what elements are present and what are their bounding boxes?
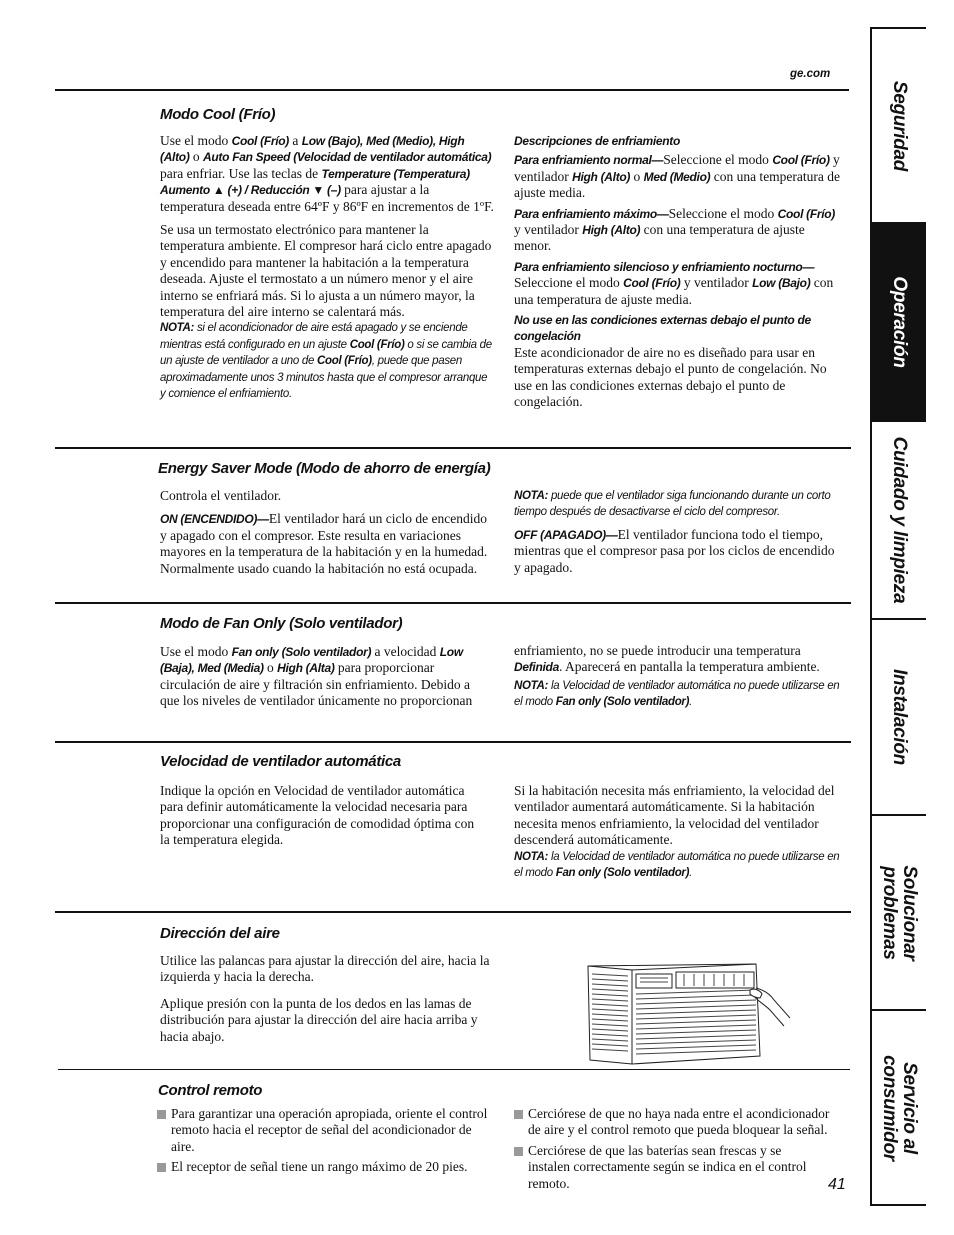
rule-air-direction bbox=[55, 911, 851, 913]
energy-on: ON (ENCENDIDO)—El ventilador hará un ciclo de encendido y apagado con el compresor. Este resulta en variaciones mayores en la temperatura de la habitación y en la humedad. Normalmente usado cuando la habitación no está ocupada. bbox=[160, 511, 488, 576]
freeze-warning-title: No use en las condiciones externas debajo el punto de congelación bbox=[514, 313, 811, 344]
energy-intro: Controla el ventilador. bbox=[160, 488, 282, 503]
energy-off: OFF (APAGADO)—El ventilador funciona todo el tiempo, mientras que el compresor pasa por los ciclos de encendido y apagado. bbox=[514, 526, 835, 575]
remote-bullet: Cerciórese de que las baterías sean frescas y se instalen correctamente según se indica en el control remoto. bbox=[514, 1143, 844, 1192]
auto-fan-right-column bbox=[514, 783, 844, 881]
cooling-max: Para enfriamiento máximo—Seleccione el modo Cool (Frío) y ventilador High (Alto) con una temperatura de ajuste menor. bbox=[514, 205, 836, 254]
air-direction-column bbox=[160, 953, 490, 1052]
tab-label: Operación bbox=[889, 276, 910, 368]
freeze-warning-text: Este acondicionador de aire no es diseñado para usar en temperaturas externas debajo el punto de congelación. No use en las condiciones externas debajo el punto de congelación. bbox=[514, 344, 827, 410]
air-conditioner-illustration bbox=[584, 960, 794, 1070]
top-rule bbox=[55, 89, 849, 91]
tab-label: Seguridad bbox=[889, 80, 910, 171]
tab-label: Solucionar problemas bbox=[879, 864, 920, 961]
tab-seguridad[interactable] bbox=[872, 29, 926, 224]
remote-bullet: Para garantizar una operación apropiada, oriente el control remoto hacia el receptor de señal del acondicionador de aire. bbox=[157, 1106, 497, 1155]
fan-only-title: Modo de Fan Only (Solo ventilador) bbox=[160, 615, 403, 632]
fan-only-paragraph: Use el modo Fan only (Solo ventilador) a velocidad Low (Baja), Med (Media) o High (Alta) para proporcionar circulación de aire y filtración sin enfriamiento. Debido a que los niveles de ventilador únicamente no proporcionan bbox=[160, 644, 473, 709]
cool-title: Modo Cool (Frío) bbox=[160, 106, 276, 123]
auto-fan-right-text: Si la habitación necesita más enfriamiento, la velocidad del ventilador aumentará automáticamente. Si la habitación necesita menos enfriamiento, la velocidad del ventilador descenderá automáticamente. bbox=[514, 783, 835, 848]
cool-right-column bbox=[514, 133, 844, 411]
energy-note: NOTA: puede que el ventilador siga funcionando durante un corto tiempo después de desactivarse el ciclo del compresor. bbox=[514, 490, 831, 519]
energy-title: Energy Saver Mode (Modo de ahorro de energía) bbox=[158, 460, 491, 477]
remote-bullet: El receptor de señal tiene un rango máximo de 20 pies. bbox=[157, 1159, 497, 1175]
tab-cuidado-y-limpieza[interactable] bbox=[872, 422, 926, 620]
cooling-descriptions-title: Descripciones de enfriamiento bbox=[514, 134, 681, 148]
cooling-quiet: Para enfriamiento silencioso y enfriamiento nocturno—Seleccione el modo Cool (Frío) y ventilador Low (Bajo) con una temperatura de ajuste media. bbox=[514, 259, 834, 307]
rule-remote bbox=[58, 1069, 850, 1070]
remote-title: Control remoto bbox=[158, 1082, 263, 1099]
tab-label: Servicio al consumidor bbox=[879, 1054, 920, 1161]
tab-solucionar-problemas[interactable] bbox=[872, 816, 926, 1011]
site-url: ge.com bbox=[790, 68, 831, 80]
page-number: 41 bbox=[828, 1176, 846, 1193]
air-direction-paragraph-1: Utilice las palancas para ajustar la dirección del aire, hacia la izquierda y hacia la derecha. bbox=[160, 953, 490, 985]
tab-instalacion[interactable] bbox=[872, 620, 926, 816]
energy-right-column bbox=[514, 488, 844, 583]
remote-right-column bbox=[514, 1106, 844, 1192]
fan-only-paragraph-2: enfriamiento, no se puede introducir una temperatura Definida. Aparecerá en pantalla la temperatura ambiente. bbox=[514, 643, 820, 675]
tab-label: Cuidado y limpieza bbox=[889, 436, 910, 604]
cool-paragraph-1: Use el modo Cool (Frío) a Low (Bajo), Med (Medio), High (Alto) o Auto Fan Speed (Velocidad de ventilador automática) para enfriar. Use las teclas de Temperature (Temperatura) Aumento ▲ (+) / Reducción ▼ (–) para ajustar a la temperatura deseada entre 64ºF y 86ºF en incrementos de 1ºF. bbox=[160, 133, 494, 214]
fan-only-right-column bbox=[514, 643, 844, 711]
air-direction-title: Dirección del aire bbox=[160, 925, 280, 942]
energy-left-column bbox=[160, 488, 495, 584]
remote-bullet: Cerciórese de que no haya nada entre el acondicionador de aire y el control remoto que pueda bloquear la señal. bbox=[514, 1106, 844, 1139]
auto-fan-title: Velocidad de ventilador automática bbox=[160, 753, 401, 770]
fan-only-note: NOTA: la Velocidad de ventilador automática no puede utilizarse en el modo Fan only (Solo ventilador). bbox=[514, 679, 840, 709]
section-tabs bbox=[870, 27, 926, 1206]
rule-auto-fan bbox=[55, 741, 851, 743]
tab-label: Instalación bbox=[889, 669, 910, 765]
remote-left-column bbox=[157, 1106, 497, 1176]
tab-servicio-al-consumidor[interactable] bbox=[872, 1011, 926, 1204]
auto-fan-left-text: Indique la opción en Velocidad de ventilador automática para definir automáticamente la velocidad necesaria para proporcionar una configuración de comodidad óptima con la temperatura elegida. bbox=[160, 783, 475, 848]
air-direction-paragraph-2: Aplique presión con la punta de los dedos en las lamas de distribución para ajustar la dirección del aire hacia arriba y hacia abajo. bbox=[160, 995, 478, 1044]
rule-energy bbox=[55, 447, 851, 449]
tab-operacion[interactable] bbox=[872, 224, 926, 422]
cooling-normal: Para enfriamiento normal—Seleccione el modo Cool (Frío) y ventilador High (Alto) o Med (Medio) con una temperatura de ajuste media. bbox=[514, 152, 841, 201]
cool-note: NOTA: si el acondicionador de aire está apagado y se enciende mientras está configurado en un ajuste Cool (Frío) o si se cambia de un ajuste de ventilador a uno de Cool (Frío), puede que pasen aproximadamente unos 3 minutos hasta que el compresor arranque y comience el enfriamiento. bbox=[160, 322, 492, 401]
auto-fan-note: NOTA: la Velocidad de ventilador automática no puede utilizarse en el modo Fan only (Solo ventilador). bbox=[514, 850, 840, 880]
cool-left-column bbox=[160, 133, 495, 403]
fan-only-left-column bbox=[160, 644, 490, 717]
auto-fan-left-column bbox=[160, 783, 480, 856]
rule-fan-only bbox=[55, 602, 851, 604]
cool-paragraph-2: Se usa un termostato electrónico para mantener la temperatura ambiente. El compresor hará ciclo entre apagado y encendido para mantener la habitación a la temperatura deseada. Ajuste el termostato a un número menor y el aire interno se enfriará más. Si lo ajusta a un número mayor, la temperatura del aire interno se calentará más. bbox=[160, 222, 492, 320]
